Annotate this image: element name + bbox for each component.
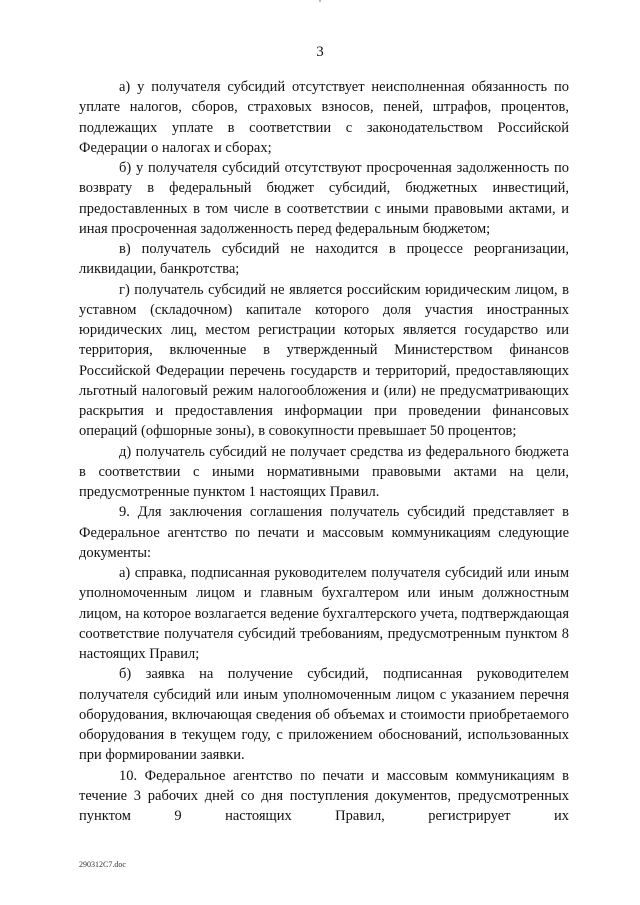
paragraph-9a: а) справка, подписанная руководителем получателя субсидий или иным уполномоченным лицом и главным бухгалтером или иным должностным лицом, на которое возлагается ведение бухгалтерского учета, подтверждающая соответствие получателя субсидий требованиям, предусмотренным пунктом 8 настоящих Правил; (79, 565, 569, 662)
footer-file-code: 290312C7.doc (79, 860, 126, 869)
scan-mark (319, 0, 321, 2)
paragraph-8v: в) получатель субсидий не находится в процессе реорганизации, ликвидации, банкротства; (79, 241, 569, 278)
paragraph-10: 10. Федеральное агентство по печати и массовым коммуникациям в течение 3 рабочих дней со дня поступления документов, предусмотренных пунктом 9 настоящих Правил, регистрирует их (79, 767, 569, 824)
page-number: 3 (316, 44, 324, 60)
paragraph-8d: д) получатель субсидий не получает средства из федерального бюджета в соответствии с иными нормативными правовыми актами на цели, предусмотренные пунктом 1 настоящих Правил. (79, 443, 569, 500)
paragraph-9b: б) заявка на получение субсидий, подписанная руководителем получателя субсидий или иным уполномоченным лицом с указанием перечня оборудования, включающая сведения об объемах и стоимости приобретаемого оборудования в текущем году, с приложением обоснований, использованных при формировании заявки. (79, 666, 569, 764)
paragraph-8a: а) у получателя субсидий отсутствует неисполненная обязанность по уплате налогов, сборов, страховых взносов, пеней, штрафов, процентов, подлежащих уплате в соответствии с законодательством Российской Федерации о налогах и сборах; (79, 79, 569, 156)
paragraph-8b: б) у получателя субсидий отсутствуют просроченная задолженность по возврату в федеральный бюджет субсидий, бюджетных инвестиций, предоставленных в том числе в соответствии с иными правовыми актами, и иная просроченная задолженность перед федеральным бюджетом; (79, 160, 569, 237)
paragraph-9: 9. Для заключения соглашения получатель субсидий представляет в Федеральное агентство по печати и массовым коммуникациям следующие документы: (79, 504, 569, 561)
document-body (79, 77, 569, 826)
paragraph-8g: г) получатель субсидий не является российским юридическим лицом, в уставном (складочном) капитале которого доля участия иностранных юридических лиц, местом регистрации которых является государство или территория, включенные в утвержденный Министерством финансов Российской Федерации перечень государств и территорий, предоставляющих льготный налоговый режим налогообложения и (или) не предусматривающих раскрытия и предоставления информации при проведении финансовых операций (офшорные зоны), в совокупности превышает 50 процентов; (79, 281, 569, 440)
